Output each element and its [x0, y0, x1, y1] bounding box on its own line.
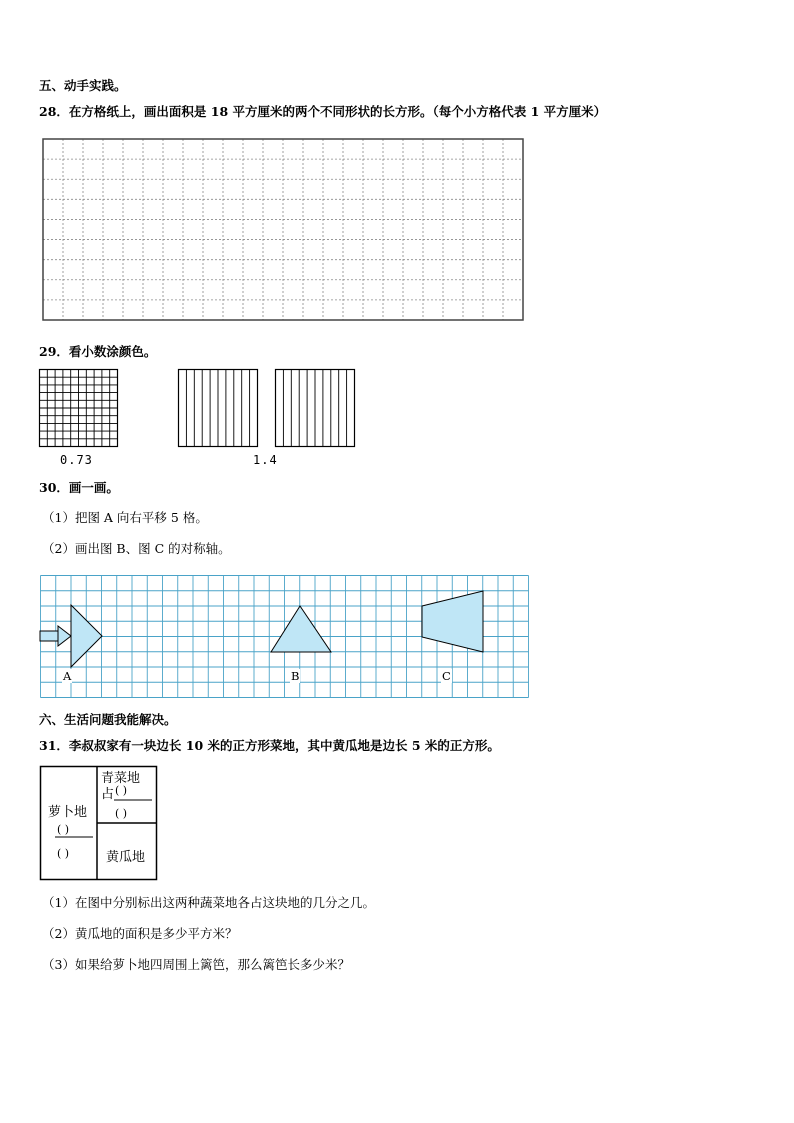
- decimal-label-0-73: 0.73: [60, 453, 93, 467]
- question-31-number: 31．: [39, 738, 69, 753]
- shape-c-trapezoid[interactable]: [422, 591, 483, 652]
- question-29: [39, 344, 156, 360]
- blue-grid-paper[interactable]: [40, 575, 530, 699]
- greens-occupies-label: 占: [101, 787, 115, 802]
- question-30-number: 30．: [39, 480, 69, 495]
- question-29-text: 看小数涂颜色。: [68, 344, 157, 359]
- greens-denominator-blank[interactable]: ( ): [115, 807, 128, 820]
- question-31-sub-3: （3）如果给萝卜地四周围上篱笆，那么篱笆长多少米？: [42, 957, 350, 972]
- question-31: [39, 738, 500, 754]
- section-5-title: 五、动手实践。: [39, 78, 127, 93]
- shape-a-small-tip: [58, 626, 71, 646]
- tenths-strip-square-1[interactable]: [178, 369, 258, 447]
- question-30: [39, 480, 119, 496]
- shape-c-label: C: [442, 669, 451, 683]
- shape-a-arrow[interactable]: [40, 605, 102, 667]
- question-29-number: 29．: [39, 344, 69, 359]
- shape-b-label: B: [291, 669, 300, 683]
- question-30-text: 画一画。: [68, 480, 119, 495]
- greens-plot-label: 青菜地: [101, 771, 141, 786]
- square-grid-paper[interactable]: [42, 138, 524, 321]
- shape-b-triangle[interactable]: [271, 606, 331, 652]
- question-30-sub-2: （2）画出图 B、图 C 的对称轴。: [42, 541, 231, 556]
- question-28-number: 28．: [39, 104, 69, 119]
- hundred-square-grid[interactable]: [39, 369, 119, 447]
- tenths-strip-square-2[interactable]: [275, 369, 355, 447]
- radish-denominator-blank[interactable]: ( ): [57, 847, 70, 860]
- radish-numerator-blank[interactable]: ( ): [57, 823, 70, 836]
- greens-numerator-blank[interactable]: ( ): [115, 784, 128, 797]
- question-28: [39, 104, 606, 120]
- question-30-sub-1: （1）把图 A 向右平移 5 格。: [42, 510, 208, 525]
- question-28-text: 在方格纸上，画出面积是 18 平方厘米的两个不同形状的长方形。（每个小方格代表 1 平方厘米）: [68, 104, 607, 119]
- question-31-text: 李叔叔家有一块边长 10 米的正方形菜地，其中黄瓜地是边长 5 米的正方形。: [68, 738, 500, 753]
- question-31-sub-2: （2）黄瓜地的面积是多少平方米？: [42, 926, 238, 941]
- shape-a-label: A: [63, 669, 72, 683]
- radish-plot-label: 萝卜地: [48, 805, 88, 820]
- section-6-title: 六、生活问题我能解决。: [39, 712, 177, 727]
- cucumber-plot-label: 黄瓜地: [106, 850, 146, 865]
- decimal-label-1-4: 1.4: [253, 453, 278, 467]
- question-31-sub-1: （1）在图中分别标出这两种蔬菜地各占这块地的几分之几。: [42, 895, 375, 910]
- shape-a-shaft: [40, 631, 58, 641]
